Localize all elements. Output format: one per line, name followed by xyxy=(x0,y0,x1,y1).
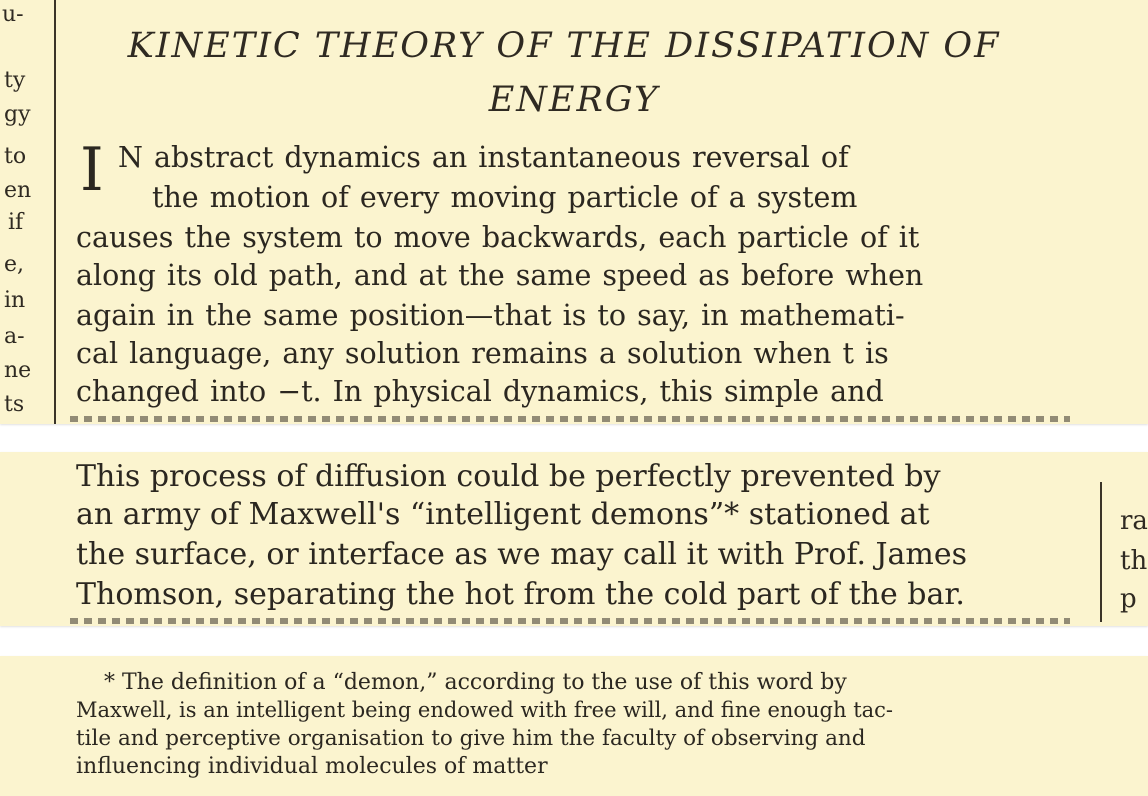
clipping-footnote xyxy=(0,656,1148,796)
column-rule xyxy=(1100,482,1102,622)
cut-text-edge xyxy=(70,618,1070,624)
margin-fragment: ne xyxy=(4,358,32,383)
body-line: the motion of every moving particle of a system xyxy=(152,181,858,214)
margin-fragment: p xyxy=(1120,584,1137,614)
body-line: N abstract dynamics an instantaneous reversal of xyxy=(118,141,849,174)
margin-fragment: to xyxy=(4,144,27,169)
margin-fragment: th xyxy=(1120,546,1148,576)
body-line: the surface, or interface as we may call it with Prof. James xyxy=(76,537,968,572)
body-line: This process of diffusion could be perfectly prevented by xyxy=(76,459,941,494)
article-title-line-2: ENERGY xyxy=(488,80,660,120)
body-line: changed into −t. In physical dynamics, this simple and xyxy=(76,375,884,408)
margin-fragment: u- xyxy=(2,2,24,27)
margin-fragment: a- xyxy=(4,324,25,349)
margin-fragment: e, xyxy=(4,252,25,277)
footnote-line: tile and perceptive organisation to give him the faculty of observing and xyxy=(76,726,866,751)
margin-fragment: if xyxy=(8,210,24,235)
footnote-line: influencing individual molecules of matter xyxy=(76,754,548,779)
footnote-line: Maxwell, is an intelligent being endowed with free will, and fine enough tac- xyxy=(76,698,894,722)
footnote-line: * The definition of a “demon,” according to the use of this word by xyxy=(104,670,847,695)
body-line: along its old path, and at the same speed as before when xyxy=(76,259,924,292)
drop-cap: I xyxy=(80,135,104,205)
margin-fragment: en xyxy=(4,178,32,203)
margin-fragment: ra xyxy=(1120,506,1148,536)
article-title-line-1: KINETIC THEORY OF THE DISSIPATION OF xyxy=(127,26,1001,66)
cut-text-edge xyxy=(70,416,1070,422)
margin-fragment: gy xyxy=(4,102,31,127)
margin-fragment: ts xyxy=(4,392,25,417)
body-line: an army of Maxwell's “intelligent demons”* stationed at xyxy=(76,497,930,532)
body-line: again in the same position—that is to say, in mathemati- xyxy=(76,299,905,332)
margin-fragment: ty xyxy=(4,68,26,93)
body-line: causes the system to move backwards, each particle of it xyxy=(76,221,920,254)
body-line: Thomson, separating the hot from the cold part of the bar. xyxy=(76,577,965,612)
margin-fragment: in xyxy=(4,288,26,313)
body-line: cal language, any solution remains a solution when t is xyxy=(76,337,889,370)
clipping-demons-paragraph xyxy=(0,452,1148,626)
